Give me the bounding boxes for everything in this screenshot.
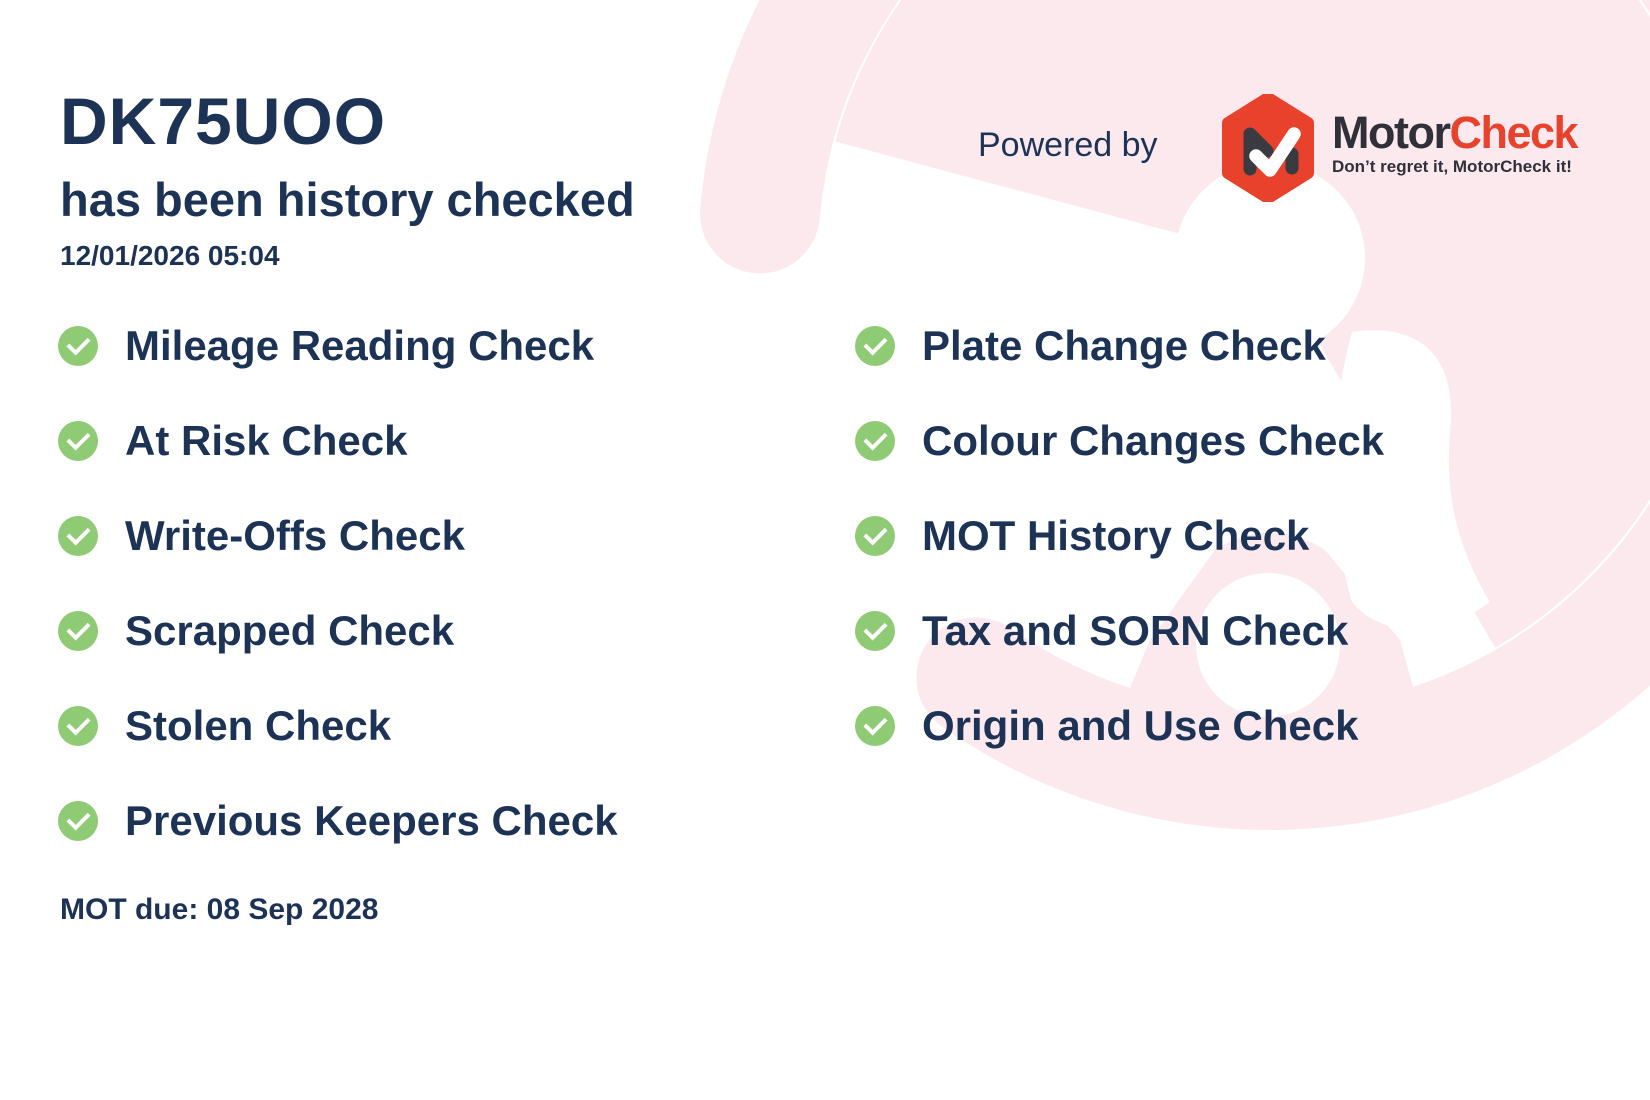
check-item [58,298,618,393]
check-item [58,773,618,868]
check-label: Colour Changes Check [922,416,1385,464]
subtitle: has been history checked [60,173,635,226]
check-circle-icon [58,611,98,651]
check-circle-icon [58,516,98,556]
check-item [58,583,618,678]
check-item [855,678,1384,773]
check-circle-icon [58,421,98,461]
check-circle-icon [855,516,895,556]
checklist-right-column [855,298,1384,773]
brand-wordmark [1332,107,1578,176]
check-label: Mileage Reading Check [125,321,595,369]
check-item [58,393,618,488]
brand-name-check: Check [1449,107,1578,158]
mot-due-date: MOT due: 08 Sep 2028 [60,893,379,926]
check-label: Previous Keepers Check [125,796,618,844]
check-item [855,393,1384,488]
check-circle-icon [58,801,98,841]
check-item [58,678,618,773]
check-circle-icon [58,326,98,366]
check-item [855,488,1384,583]
brand-name [1332,107,1578,158]
brand-tagline: Don’t regret it, MotorCheck it! [1332,157,1572,176]
check-label: Tax and SORN Check [922,606,1349,654]
check-label: Scrapped Check [125,606,455,654]
check-label: Stolen Check [125,701,392,749]
check-label: Plate Change Check [922,321,1326,369]
check-circle-icon [855,421,895,461]
check-label: Write-Offs Check [125,511,465,559]
check-circle-icon [58,706,98,746]
check-circle-icon [855,326,895,366]
check-circle-icon [855,706,895,746]
registration-plate-title: DK75UOO [60,84,387,158]
check-label: Origin and Use Check [922,701,1359,749]
brand-name-motor: Motor [1332,107,1450,158]
check-label: MOT History Check [922,511,1310,559]
checklist-left-column [58,298,618,868]
check-label: At Risk Check [125,416,408,464]
check-timestamp: 12/01/2026 05:04 [60,240,280,271]
check-item [855,583,1384,678]
powered-by-label: Powered by [978,126,1158,164]
motorcheck-logo-icon [1220,94,1316,202]
check-item [58,488,618,583]
check-item [855,298,1384,393]
check-circle-icon [855,611,895,651]
